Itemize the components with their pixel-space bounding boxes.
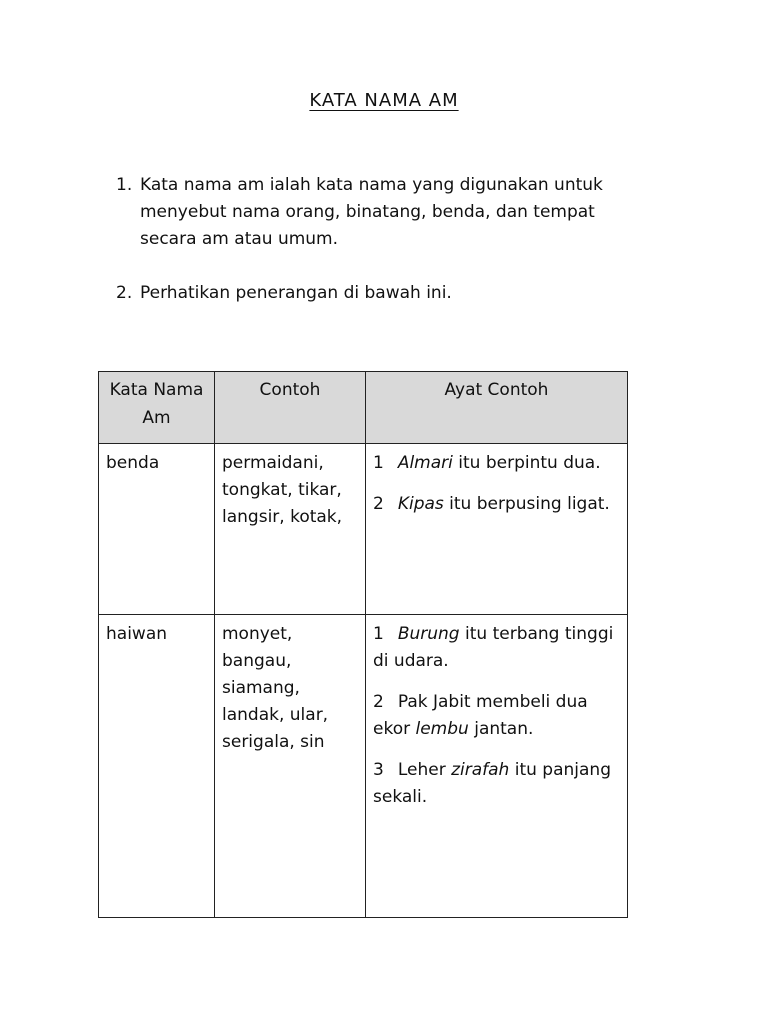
point-text: Perhatikan penerangan di bawah ini. [140, 283, 452, 303]
category-cell: haiwan [99, 615, 215, 918]
table-row [99, 615, 628, 918]
header-kata-nama-am: Kata Nama Am [99, 372, 215, 444]
example-sentence: 1 Burung itu terbang tinggi di udara. [373, 624, 614, 671]
examples-cell: permaidani, tongkat, tikar, langsir, kotak, [215, 444, 366, 615]
point-number: 2. [116, 283, 133, 303]
example-table [98, 371, 628, 918]
example-sentence: 2 Kipas itu berpusing ligat. [373, 494, 610, 514]
example-sentence: 1 Almari itu berpintu dua. [373, 453, 601, 473]
examples-cell: monyet, bangau, siamang, landak, ular, serigala, sin [215, 615, 366, 918]
point-text: Kata nama am ialah kata nama yang digunakan untuk menyebut nama orang, binatang, benda, dan tempat secara am atau umum. [140, 175, 603, 249]
header-ayat-contoh: Ayat Contoh [366, 372, 628, 444]
example-sentence: 2 Pak Jabit membeli dua ekor lembu jantan. [373, 692, 588, 739]
table-row [99, 444, 628, 615]
point-item [116, 172, 656, 253]
table-header-row [99, 372, 628, 444]
point-number: 1. [116, 175, 133, 195]
sentences-cell [366, 444, 628, 615]
header-contoh: Contoh [215, 372, 366, 444]
page-title: KATA NAMA AM [309, 90, 459, 111]
category-cell: benda [99, 444, 215, 615]
point-list [116, 172, 656, 307]
example-sentence: 3 Leher zirafah itu panjang sekali. [373, 760, 611, 807]
sentences-cell [366, 615, 628, 918]
point-item [116, 280, 656, 307]
